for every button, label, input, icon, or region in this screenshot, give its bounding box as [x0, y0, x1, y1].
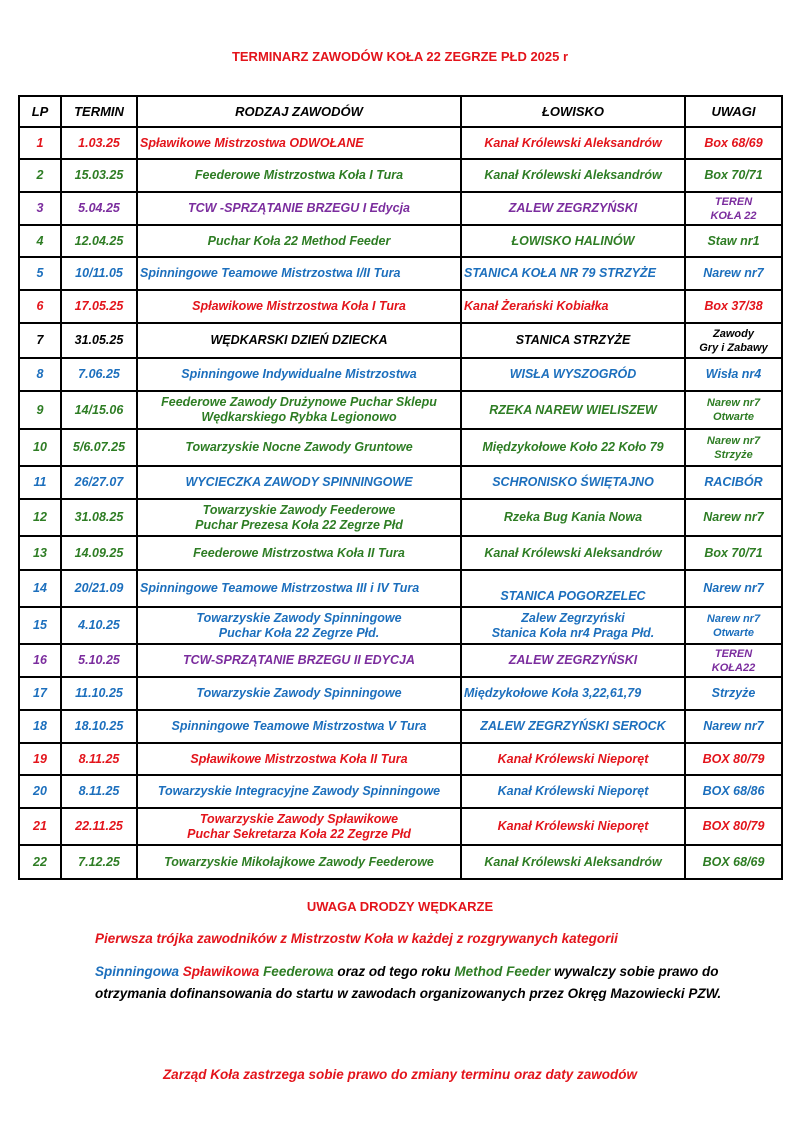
rodzaj-text: Towarzyskie Zawody Spławikowe: [199, 811, 399, 826]
rodzaj-text: Spławikowe Mistrzostwa ODWOŁANE: [140, 135, 364, 150]
cell-termin: 8.11.25: [61, 743, 137, 775]
rodzaj-text: Spinningowe Teamowe Mistrzostwa I/II Tura: [140, 266, 401, 280]
rodzaj-text: TCW-SPRZĄTANIE BRZEGU II EDYCJA: [183, 653, 415, 667]
cell-uwagi: [685, 192, 782, 225]
cell-termin: 8.11.25: [61, 775, 137, 808]
table-row: [19, 323, 782, 358]
cell-lowisko: [461, 429, 685, 466]
cell-rodzaj: [137, 127, 461, 159]
cell-uwagi: [685, 644, 782, 677]
cell-lp: 15: [19, 607, 61, 644]
table-row: [19, 644, 782, 677]
rodzaj-text: Towarzyskie Zawody Spinningowe: [196, 610, 402, 625]
table-row: [19, 710, 782, 743]
cell-lowisko: [461, 257, 685, 290]
rodzaj-text: Spinningowe Teamowe Mistrzostwa III i IV Tura: [140, 581, 420, 595]
cell-termin: 7.06.25: [61, 358, 137, 391]
uwagi-text: BOX 68/86: [702, 784, 765, 798]
uwagi-text: TEREN: [714, 647, 753, 660]
cell-termin: 4.10.25: [61, 607, 137, 644]
uwagi-text: Box 68/69: [704, 135, 763, 150]
uwagi-text: Gry i Zabawy: [699, 341, 768, 354]
rodzaj-text: Feederowe Mistrzostwa Koła I Tura: [194, 168, 404, 182]
cell-lp: 14: [19, 570, 61, 607]
uwagi-text: Narew nr7: [706, 612, 761, 625]
cell-rodzaj: [137, 159, 461, 192]
table-row: [19, 570, 782, 607]
uwagi-text: Wisła nr4: [705, 367, 762, 381]
notes-rest-text: wywalczy sobie prawo do otrzymania dofinansowania do startu w zawodach organizowanych przez Okręg Mazowiecki PZW.: [95, 964, 722, 1001]
cell-rodzaj: [137, 257, 461, 290]
cell-lp: 22: [19, 845, 61, 879]
cell-rodzaj: [137, 570, 461, 607]
cell-lowisko: [461, 323, 685, 358]
lowisko-text: SCHRONISKO ŚWIĘTAJNO: [492, 475, 654, 489]
lowisko-text: Kanał Królewski Nieporęt: [497, 819, 649, 833]
lowisko-text: Stanica Koła nr4 Praga Płd.: [491, 625, 655, 640]
lowisko-text: Zalew Zegrzyński: [521, 610, 625, 625]
cell-uwagi: [685, 743, 782, 775]
lowisko-text: STANICA KOŁA NR 79 STRZYŻE: [464, 266, 656, 280]
cell-termin: 5.04.25: [61, 192, 137, 225]
cell-lowisko: [461, 192, 685, 225]
table-row: [19, 290, 782, 323]
cell-termin: 18.10.25: [61, 710, 137, 743]
cell-lowisko: [461, 644, 685, 677]
cell-uwagi: [685, 845, 782, 879]
rodzaj-text: Feederowe Zawody Drużynowe Puchar Sklepu: [161, 395, 437, 409]
schedule-table: [18, 95, 783, 880]
table-row: [19, 607, 782, 644]
cell-termin: 14.09.25: [61, 536, 137, 570]
uwagi-text: BOX 80/79: [702, 819, 765, 833]
table-header-row: [19, 96, 782, 127]
cell-uwagi: [685, 323, 782, 358]
cell-lp: 19: [19, 743, 61, 775]
lowisko-text: Kanał Królewski Aleksandrów: [484, 135, 662, 150]
table-row: [19, 257, 782, 290]
table-row: [19, 499, 782, 536]
rodzaj-text: TCW -SPRZĄTANIE BRZEGU I Edycja: [187, 201, 410, 215]
cell-rodzaj: [137, 607, 461, 644]
cell-lowisko: [461, 710, 685, 743]
uwagi-text: Narew nr7: [706, 434, 761, 447]
cell-lp: 8: [19, 358, 61, 391]
rodzaj-text: Towarzyskie Mikołajkowe Zawody Feederowe: [164, 854, 434, 869]
cell-lp: 10: [19, 429, 61, 466]
cell-rodzaj: [137, 499, 461, 536]
notes-line-1: Pierwsza trójka zawodników z Mistrzostw Koła w każdej z rozgrywanych kategorii: [95, 931, 618, 946]
table-row: [19, 845, 782, 879]
header-lowisko: ŁOWISKO: [461, 96, 685, 127]
cell-termin: 10/11.05: [61, 257, 137, 290]
cell-termin: 26/27.07: [61, 466, 137, 499]
cell-uwagi: [685, 358, 782, 391]
cell-termin: 7.12.25: [61, 845, 137, 879]
uwagi-text: Narew nr7: [703, 581, 764, 595]
uwagi-text: KOŁA 22: [710, 209, 757, 222]
table-row: [19, 429, 782, 466]
lowisko-text: Kanał Królewski Aleksandrów: [484, 854, 662, 869]
cell-rodzaj: [137, 192, 461, 225]
cell-rodzaj: [137, 225, 461, 257]
cell-lowisko: [461, 225, 685, 257]
cell-lp: 3: [19, 192, 61, 225]
table-row: [19, 743, 782, 775]
rodzaj-text: Towarzyskie Zawody Feederowe: [202, 502, 396, 517]
notes-line-2: [95, 961, 755, 1005]
category-method-feeder: Method Feeder: [454, 964, 551, 979]
cell-termin: 17.05.25: [61, 290, 137, 323]
cell-rodzaj: [137, 710, 461, 743]
lowisko-text: ZALEW ZEGRZYŃSKI: [508, 653, 638, 667]
lowisko-text: Kanał Żerański Kobiałka: [464, 299, 609, 313]
rodzaj-text: Towarzyskie Zawody Spinningowe: [196, 686, 402, 700]
cell-termin: 5/6.07.25: [61, 429, 137, 466]
cell-rodzaj: [137, 290, 461, 323]
uwagi-text: Box 70/71: [704, 168, 763, 182]
cell-lowisko: [461, 845, 685, 879]
rodzaj-text: Puchar Koła 22 Zegrze Płd.: [218, 625, 380, 640]
cell-lp: 4: [19, 225, 61, 257]
cell-lp: 6: [19, 290, 61, 323]
cell-uwagi: [685, 677, 782, 710]
lowisko-text: Międzykołowe Koła 3,22,61,79: [464, 686, 642, 700]
table-row: [19, 192, 782, 225]
cell-lp: 7: [19, 323, 61, 358]
cell-rodzaj: [137, 466, 461, 499]
cell-termin: 20/21.09: [61, 570, 137, 607]
uwagi-text: BOX 68/69: [702, 854, 765, 869]
uwagi-text: Staw nr1: [707, 233, 760, 248]
cell-uwagi: [685, 710, 782, 743]
cell-lowisko: [461, 466, 685, 499]
cell-lowisko: [461, 499, 685, 536]
cell-lowisko: [461, 570, 685, 607]
cell-uwagi: [685, 429, 782, 466]
rodzaj-text: Puchar Sekretarza Koła 22 Zegrze Płd: [187, 826, 411, 841]
cell-lowisko: [461, 127, 685, 159]
rodzaj-text: Spinningowe Indywidualne Mistrzostwa: [181, 367, 417, 381]
notes-mid-text: oraz od tego roku: [337, 964, 451, 979]
cell-termin: 5.10.25: [61, 644, 137, 677]
rodzaj-text: Wędkarskiego Rybka Legionowo: [201, 410, 397, 424]
cell-uwagi: [685, 466, 782, 499]
cell-termin: 14/15.06: [61, 391, 137, 429]
lowisko-text: ZALEW ZEGRZYŃSKI SEROCK: [480, 719, 666, 733]
rodzaj-text: Feederowe Mistrzostwa Koła II Tura: [193, 545, 405, 560]
cell-rodzaj: [137, 775, 461, 808]
uwagi-text: Narew nr7: [703, 510, 764, 524]
cell-lowisko: [461, 808, 685, 845]
rodzaj-text: WYCIECZKA ZAWODY SPINNINGOWE: [185, 475, 413, 489]
uwagi-text: Narew nr7: [703, 719, 764, 733]
table-row: [19, 808, 782, 845]
cell-lowisko: [461, 159, 685, 192]
table-row: [19, 391, 782, 429]
cell-lp: 9: [19, 391, 61, 429]
cell-lp: 18: [19, 710, 61, 743]
cell-lp: 5: [19, 257, 61, 290]
cell-rodzaj: [137, 323, 461, 358]
cell-lowisko: [461, 775, 685, 808]
cell-rodzaj: [137, 391, 461, 429]
table-row: [19, 358, 782, 391]
category-spinning: Spinningowa: [95, 964, 179, 979]
category-feederowa: Feederowa: [263, 964, 334, 979]
lowisko-text: RZEKA NAREW WIELISZEW: [489, 402, 657, 417]
table-row: [19, 159, 782, 192]
cell-lp: 2: [19, 159, 61, 192]
uwagi-text: RACIBÓR: [704, 475, 763, 489]
cell-lp: 20: [19, 775, 61, 808]
cell-termin: 31.05.25: [61, 323, 137, 358]
uwagi-text: Strzyże: [714, 448, 753, 461]
header-termin: TERMIN: [61, 96, 137, 127]
cell-lp: 1: [19, 127, 61, 159]
cell-lp: 16: [19, 644, 61, 677]
cell-lowisko: [461, 290, 685, 323]
category-splawikowa: Spławikowa: [182, 964, 260, 979]
cell-uwagi: [685, 607, 782, 644]
cell-rodzaj: [137, 644, 461, 677]
lowisko-text: WISŁA WYSZOGRÓD: [509, 367, 637, 381]
uwagi-text: Narew nr7: [706, 397, 761, 409]
rodzaj-text: Spławikowe Mistrzostwa Koła I Tura: [192, 299, 406, 313]
rodzaj-text: Towarzyskie Nocne Zawody Gruntowe: [185, 440, 413, 454]
table-row: [19, 466, 782, 499]
cell-uwagi: [685, 775, 782, 808]
lowisko-text: ŁOWISKO HALINÓW: [511, 233, 635, 248]
lowisko-text: Kanał Królewski Nieporęt: [497, 784, 649, 798]
notes-heading: UWAGA DRODZY WĘDKARZE: [306, 899, 494, 914]
table-row: [19, 677, 782, 710]
cell-lowisko: [461, 391, 685, 429]
cell-rodzaj: [137, 429, 461, 466]
cell-lowisko: [461, 743, 685, 775]
cell-termin: 15.03.25: [61, 159, 137, 192]
cell-termin: 11.10.25: [61, 677, 137, 710]
cell-uwagi: [685, 499, 782, 536]
cell-rodzaj: [137, 808, 461, 845]
lowisko-text: STANICA POGORZELEC: [500, 589, 646, 603]
uwagi-text: Strzyże: [711, 686, 756, 700]
lowisko-text: STANICA STRZYŻE: [515, 333, 631, 347]
cell-rodzaj: [137, 845, 461, 879]
lowisko-text: Kanał Królewski Nieporęt: [497, 751, 649, 766]
cell-rodzaj: [137, 677, 461, 710]
cell-uwagi: [685, 808, 782, 845]
cell-lp: 12: [19, 499, 61, 536]
cell-uwagi: [685, 290, 782, 323]
cell-lowisko: [461, 358, 685, 391]
cell-uwagi: [685, 257, 782, 290]
rodzaj-text: Puchar Koła 22 Method Feeder: [207, 233, 391, 248]
header-uwagi: UWAGI: [685, 96, 782, 127]
cell-lowisko: [461, 677, 685, 710]
cell-lowisko: [461, 536, 685, 570]
cell-uwagi: [685, 225, 782, 257]
cell-lowisko: [461, 607, 685, 644]
table-row: [19, 775, 782, 808]
rodzaj-text: Towarzyskie Integracyjne Zawody Spinningowe: [157, 784, 441, 798]
cell-lp: 17: [19, 677, 61, 710]
uwagi-text: TEREN: [714, 195, 753, 208]
cell-lp: 11: [19, 466, 61, 499]
rodzaj-text: Spinningowe Teamowe Mistrzostwa V Tura: [171, 719, 427, 733]
cell-rodzaj: [137, 536, 461, 570]
cell-lp: 21: [19, 808, 61, 845]
cell-uwagi: [685, 391, 782, 429]
cell-uwagi: [685, 570, 782, 607]
rodzaj-text: Spławikowe Mistrzostwa Koła II Tura: [190, 751, 408, 766]
cell-termin: 12.04.25: [61, 225, 137, 257]
cell-uwagi: [685, 127, 782, 159]
uwagi-text: Narew nr7: [703, 266, 764, 280]
rodzaj-text: Puchar Prezesa Koła 22 Zegrze Płd: [195, 517, 403, 532]
cell-rodzaj: [137, 743, 461, 775]
cell-uwagi: [685, 536, 782, 570]
table-row: [19, 127, 782, 159]
cell-rodzaj: [137, 358, 461, 391]
uwagi-text: Box 70/71: [704, 545, 763, 560]
uwagi-text: BOX 80/79: [702, 751, 765, 766]
uwagi-text: Zawody: [713, 327, 754, 340]
header-rodzaj: RODZAJ ZAWODÓW: [137, 96, 461, 127]
uwagi-text: KOŁA22: [711, 661, 756, 674]
rodzaj-text: WĘDKARSKI DZIEŃ DZIECKA: [210, 333, 388, 347]
cell-lp: 13: [19, 536, 61, 570]
uwagi-text: Otwarte: [713, 411, 754, 423]
uwagi-text: Box 37/38: [704, 299, 763, 313]
cell-termin: 1.03.25: [61, 127, 137, 159]
notes-footer: Zarząd Koła zastrzega sobie prawo do zmiany terminu oraz daty zawodów: [162, 1067, 638, 1082]
lowisko-text: ZALEW ZEGRZYŃSKI: [508, 201, 638, 215]
uwagi-text: Otwarte: [713, 626, 754, 639]
table-row: [19, 536, 782, 570]
cell-uwagi: [685, 159, 782, 192]
lowisko-text: Kanał Królewski Aleksandrów: [484, 168, 662, 182]
page-title: TERMINARZ ZAWODÓW KOŁA 22 ZEGRZE PŁD 2025 r: [231, 49, 569, 64]
table-row: [19, 225, 782, 257]
lowisko-text: Kanał Królewski Aleksandrów: [484, 545, 662, 560]
cell-termin: 22.11.25: [61, 808, 137, 845]
header-lp: LP: [19, 96, 61, 127]
cell-termin: 31.08.25: [61, 499, 137, 536]
lowisko-text: Międzykołowe Koło 22 Koło 79: [482, 440, 664, 454]
lowisko-text: Rzeka Bug Kania Nowa: [503, 510, 643, 524]
